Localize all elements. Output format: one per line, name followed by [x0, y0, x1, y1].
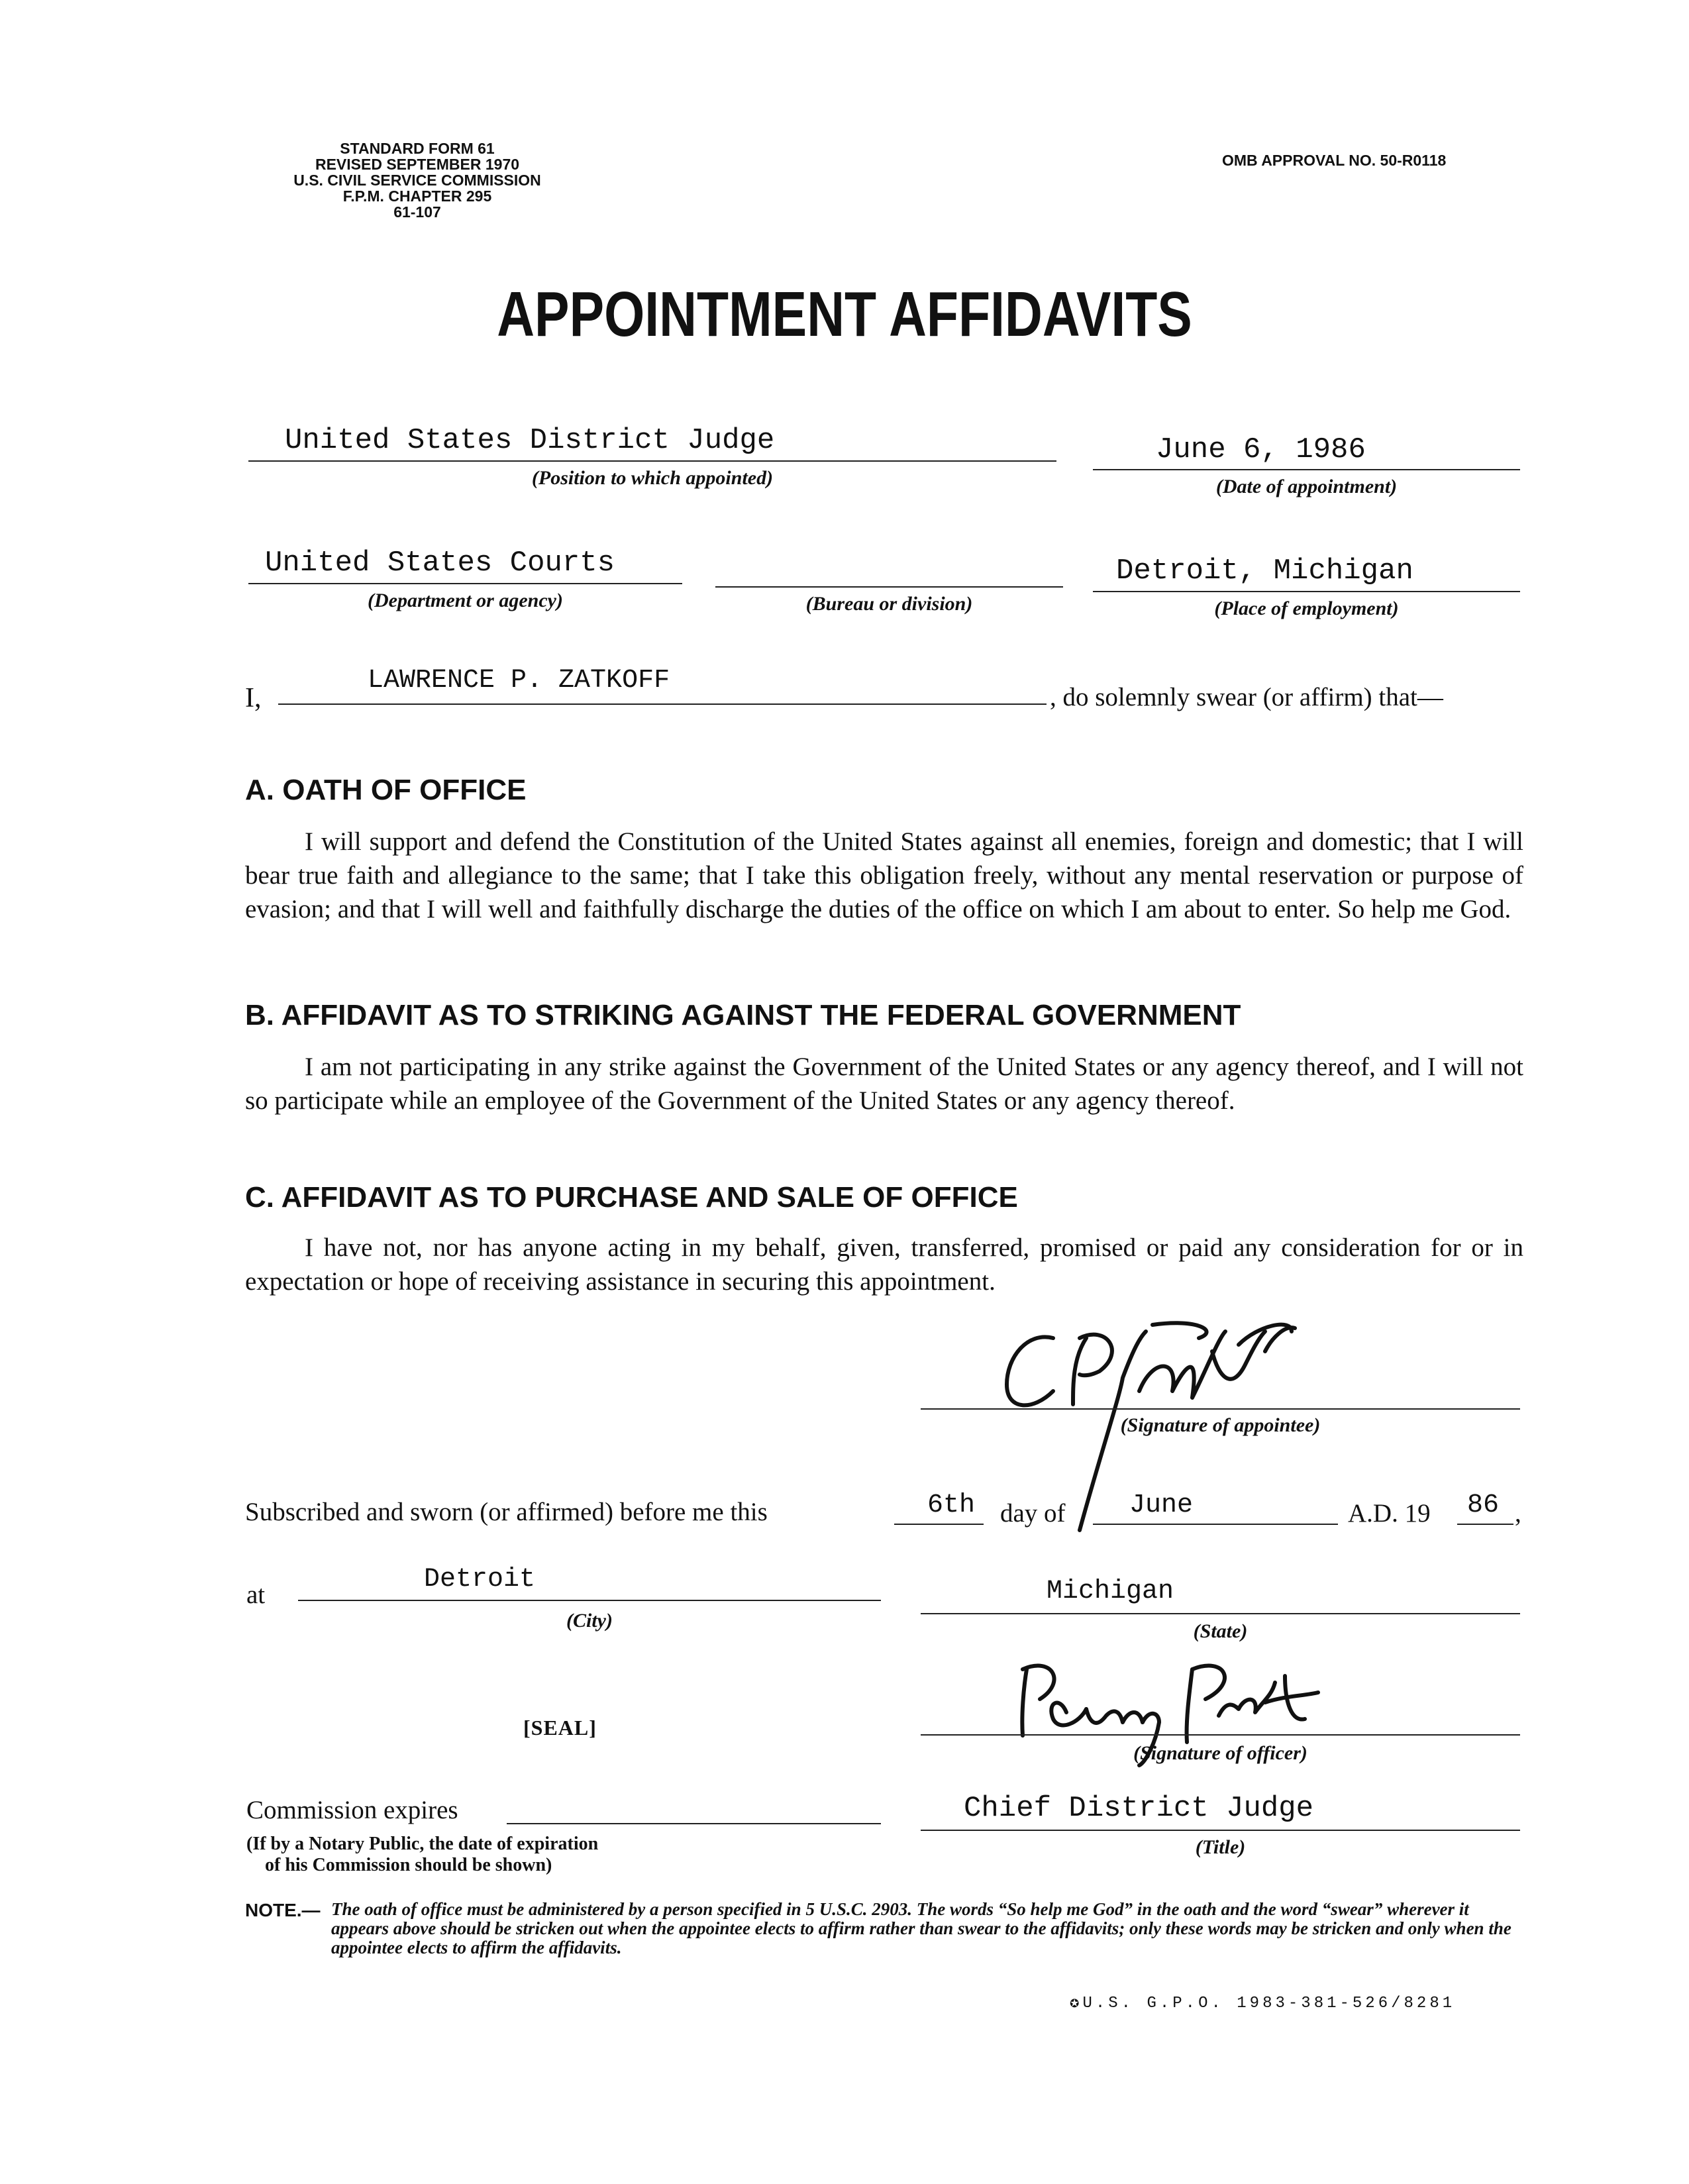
appointee-name: LAWRENCE P. ZATKOFF	[368, 666, 670, 696]
place-underline	[1093, 591, 1520, 592]
sworn-prefix: Subscribed and sworn (or affirmed) before me this	[245, 1498, 768, 1526]
state-field: Michigan	[1047, 1577, 1174, 1606]
form-identifier	[245, 140, 589, 220]
form-revision: REVISED SEPTEMBER 1970	[315, 156, 520, 173]
sworn-day: 6th	[927, 1490, 976, 1520]
gpo-footer: ✪U.S. G.P.O. 1983-381-526/8281	[1070, 1995, 1456, 2012]
form-code: 61-107	[393, 203, 441, 221]
commission-note-line-1: (If by a Notary Public, the date of expiration	[246, 1834, 599, 1854]
place-field: Detroit, Michigan	[1116, 554, 1413, 588]
position-caption: (Position to which appointed)	[531, 467, 774, 489]
date-caption: (Date of appointment)	[1215, 476, 1398, 497]
note-label: NOTE.—	[245, 1900, 321, 1920]
appointee-signature-caption: (Signature of appointee)	[1120, 1414, 1321, 1436]
department-underline	[248, 583, 682, 584]
city-caption: (City)	[566, 1610, 613, 1632]
department-field: United States Courts	[265, 546, 615, 580]
sworn-year: 86	[1467, 1490, 1500, 1520]
section-c-text: I have not, nor has anyone acting in my behalf, given, transferred, promised or paid any consideration for or in expectation or hope of receiving assistance in securing this appointment.	[245, 1233, 1523, 1296]
omb-approval: OMB APPROVAL NO. 50-R0118	[1222, 152, 1447, 169]
sworn-month: June	[1129, 1490, 1194, 1520]
page-title: APPOINTMENT AFFIDAVITS	[497, 279, 1192, 350]
commission-underline	[507, 1823, 881, 1824]
form-number: STANDARD FORM 61	[340, 140, 495, 157]
officer-title-underline	[921, 1830, 1520, 1831]
place-caption: (Place of employment)	[1214, 598, 1399, 619]
city-field: Detroit	[424, 1565, 536, 1594]
form-chapter: F.P.M. CHAPTER 295	[342, 187, 492, 205]
form-agency: U.S. CIVIL SERVICE COMMISSION	[293, 172, 541, 189]
city-underline	[298, 1600, 881, 1601]
section-a-heading: A. OATH OF OFFICE	[245, 774, 527, 806]
commission-note	[246, 1834, 598, 1876]
officer-title-caption: (Title)	[1195, 1836, 1246, 1858]
state-underline	[921, 1613, 1520, 1614]
state-caption: (State)	[1193, 1620, 1248, 1642]
position-underline	[248, 460, 1056, 462]
oath-suffix: , do solemnly swear (or affirm) that—	[1050, 683, 1443, 711]
sworn-comma: ,	[1515, 1499, 1521, 1528]
commission-label: Commission expires	[246, 1796, 458, 1824]
sworn-day-word: day of	[1000, 1499, 1066, 1528]
oath-prefix: I,	[245, 683, 262, 713]
sworn-year-underline	[1457, 1524, 1513, 1525]
appointee-signature-line	[921, 1408, 1520, 1410]
position-field: United States District Judge	[285, 424, 775, 457]
appointee-name-underline	[278, 703, 1047, 705]
section-b-heading: B. AFFIDAVIT AS TO STRIKING AGAINST THE FEDERAL GOVERNMENT	[245, 999, 1241, 1031]
department-caption: (Department or agency)	[368, 590, 563, 611]
sworn-day-underline	[894, 1524, 984, 1525]
at-label: at	[246, 1581, 266, 1609]
sworn-ad: A.D. 19	[1348, 1499, 1431, 1528]
section-b-text: I am not participating in any strike against the Government of the United States or any agency thereof, and I will not so participate while an employee of the Government of the United States or any agency thereof.	[245, 1053, 1523, 1115]
commission-note-line-2: of his Commission should be shown)	[265, 1855, 552, 1875]
section-a-text: I will support and defend the Constitution of the United States against all enemies, foreign and domestic; that I will bear true faith and allegiance to the same; that I take this obligation freely, without any mental reservation or purpose of evasion; and that I will well and faithfully discharge the duties of the office on which I am about to enter. So help me God.	[245, 827, 1523, 923]
bureau-underline	[715, 586, 1063, 588]
date-underline	[1093, 469, 1520, 470]
seal-label: [SEAL]	[523, 1716, 597, 1740]
sworn-month-underline	[1093, 1524, 1338, 1525]
officer-signature-line	[921, 1734, 1520, 1736]
officer-title-field: Chief District Judge	[964, 1792, 1314, 1825]
section-c-heading: C. AFFIDAVIT AS TO PURCHASE AND SALE OF OFFICE	[245, 1181, 1018, 1214]
bureau-caption: (Bureau or division)	[805, 593, 973, 615]
date-field: June 6, 1986	[1156, 433, 1366, 466]
officer-signature-caption: (Signature of officer)	[1133, 1742, 1307, 1764]
note-text: The oath of office must be administered by a person specified in 5 U.S.C. 2903. The words “So help me God” in the oath and the word “swear” wherever it appears above should be stricken out when the appointee elects to affirm rather than swear to the affidavits; only these words may be stricken and only when the appointee elects to affirm the affidavits.	[331, 1899, 1511, 1957]
